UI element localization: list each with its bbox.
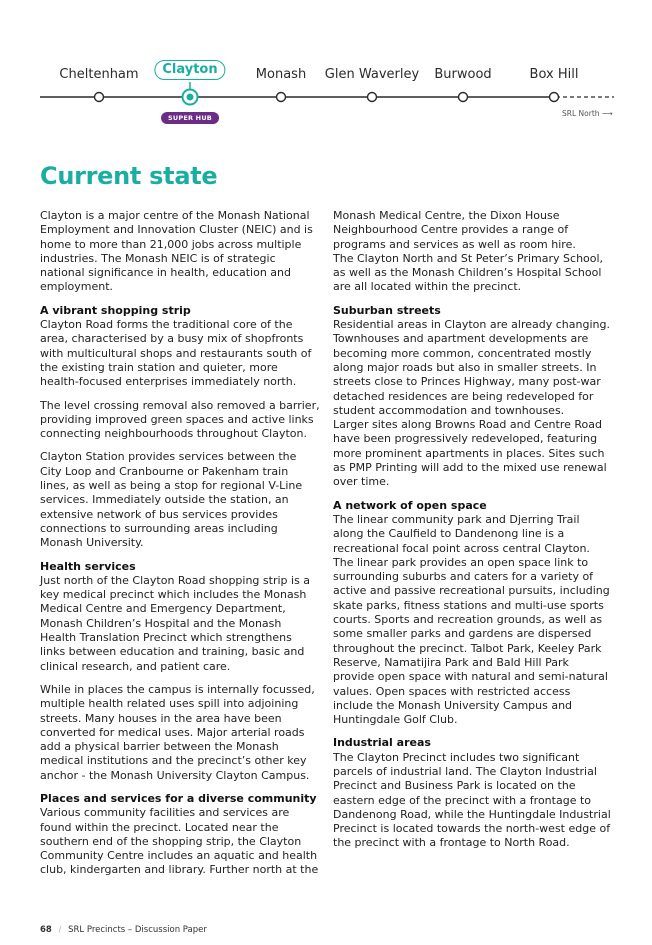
paragraph: Monash Medical Centre, the Dixon House Neighbourhood Centre provides a range of programs and services as well as room hire.	[333, 209, 576, 251]
station-marker-monash	[277, 93, 286, 102]
direction-label	[562, 109, 613, 118]
paragraph: Just north of the Clayton Road shopping strip is a key medical precinct which includes the Monash Medical Centre and Emergency Department, Monash Children’s Hospital and the Monash Health Translation Precinct which strengthens links between education and training, basic and clinical research, and patient care.	[40, 573, 311, 673]
right-column	[333, 209, 613, 860]
paragraph: The linear community park and Djerring Trail along the Caulfield to Dandenong line is a recreational focal point across central Clayton. The linear park provides an open space link to surrounding suburbs and caters for a variety of active and passive recreational pursuits, including skate parks, fitness stations and multi-use sports courts. Sports and recreation grounds, as well as some smaller parks and gardens are dispersed throughout the precinct. Talbot Park, Keeley Park Reserve, Namatijira Park and Bald Hill Park provide open space with natural and semi-natural values. Open spaces with restricted access include the Monash University Campus and Huntingdale Golf Club.	[333, 512, 610, 727]
station-label-box-hill: Box Hill	[529, 67, 579, 82]
station-label-cheltenham: Cheltenham	[59, 67, 139, 82]
paragraph: Various community facilities and services are found within the precinct. Located near the southern end of the shopping strip, the Clayton Community Centre includes an aquatic and health club, kindergarten and library. Further north at the	[40, 806, 319, 877]
station-label-burwood: Burwood	[434, 67, 492, 82]
page-footer	[40, 925, 207, 935]
section-heading-suburban-streets: Suburban streets	[333, 303, 441, 317]
intro-paragraph: Clayton is a major centre of the Monash National Employment and Innovation Cluster (NEIC) and is home to more than 21,000 jobs across multiple industries. The Monash NEIC is of strategic national significance in health, education and employment.	[40, 209, 313, 294]
station-label-monash: Monash	[255, 67, 307, 82]
paragraph: The Clayton North and St Peter’s Primary School, as well as the Monash Children’s Hospital School are all located within the precinct.	[333, 251, 604, 294]
route-diagram	[0, 0, 652, 130]
station-label-glen-waverley: Glen Waverley	[324, 67, 420, 82]
footer-separator: /	[58, 925, 62, 935]
paragraph: Residential areas in Clayton are already changing. Townhouses and apartment developments are becoming more common, concentrated mostly along major roads but also in smaller streets. In streets close to Princes Highway, many post-war detached residences are being redeveloped for student accommodation and townhouses.	[333, 318, 610, 417]
paragraph: Clayton Station provides services between the City Loop and Cranbourne or Pakenham train lines, as well as being a stop for regional V-Line services. Immediately outside the station, an extensive network of bus services provides connections to surrounding areas including Monash University.	[40, 450, 303, 550]
section-heading-industrial-areas: Industrial areas	[333, 736, 431, 750]
section-heading-places-services: Places and services for a diverse community	[40, 791, 317, 805]
station-marker-glen-waverley	[368, 93, 377, 102]
page-title: Current state	[40, 162, 218, 190]
super-hub-badge: SUPER HUB	[161, 112, 219, 124]
document-title: SRL Precincts – Discussion Paper	[68, 925, 207, 935]
section-heading-shopping-strip: A vibrant shopping strip	[40, 303, 191, 317]
section-heading-open-space: A network of open space	[333, 498, 487, 512]
left-column	[40, 209, 320, 887]
arrow-right-icon: ⟶	[601, 109, 613, 118]
page-number: 68	[40, 925, 52, 935]
paragraph: Clayton Road forms the traditional core of the area, characterised by a busy mix of shopfronts with multicultural shops and restaurants south of the existing train station and quieter, more health-focused enterprises immediately north.	[40, 318, 312, 389]
paragraph: Larger sites along Browns Road and Centre Road have been progressively redeveloped, featuring more prominent apartments in places. Sites such as PMP Printing will add to the mixed use renewal over time.	[333, 418, 607, 489]
route-line-graphic	[0, 0, 652, 130]
station-marker-cheltenham	[95, 93, 104, 102]
section-heading-health-services: Health services	[40, 559, 136, 573]
direction-label-text: SRL North	[562, 109, 600, 118]
station-marker-burwood	[459, 93, 468, 102]
paragraph: While in places the campus is internally focussed, multiple health related uses spill into adjoining streets. Many houses in the area have been converted for medical uses. Major arterial roads add a physical barrier between the Monash medical institutions and the precinct’s other key anchor - the Monash University Clayton Campus.	[40, 682, 315, 782]
station-marker-clayton-core	[187, 94, 194, 101]
paragraph: The level crossing removal also removed a barrier, providing improved green spaces and active links connecting neighbourhoods throughout Clayton.	[40, 398, 320, 441]
paragraph: The Clayton Precinct includes two significant parcels of industrial land. The Clayton Industrial Precinct and Business Park is located on the eastern edge of the precinct with a frontage to Dandenong Road, while the Huntingdale Industrial Precinct is located towards the north-west edge of the precinct with a frontage to North Road.	[333, 750, 611, 850]
station-marker-box-hill	[550, 93, 559, 102]
station-label-clayton: Clayton	[154, 60, 225, 80]
